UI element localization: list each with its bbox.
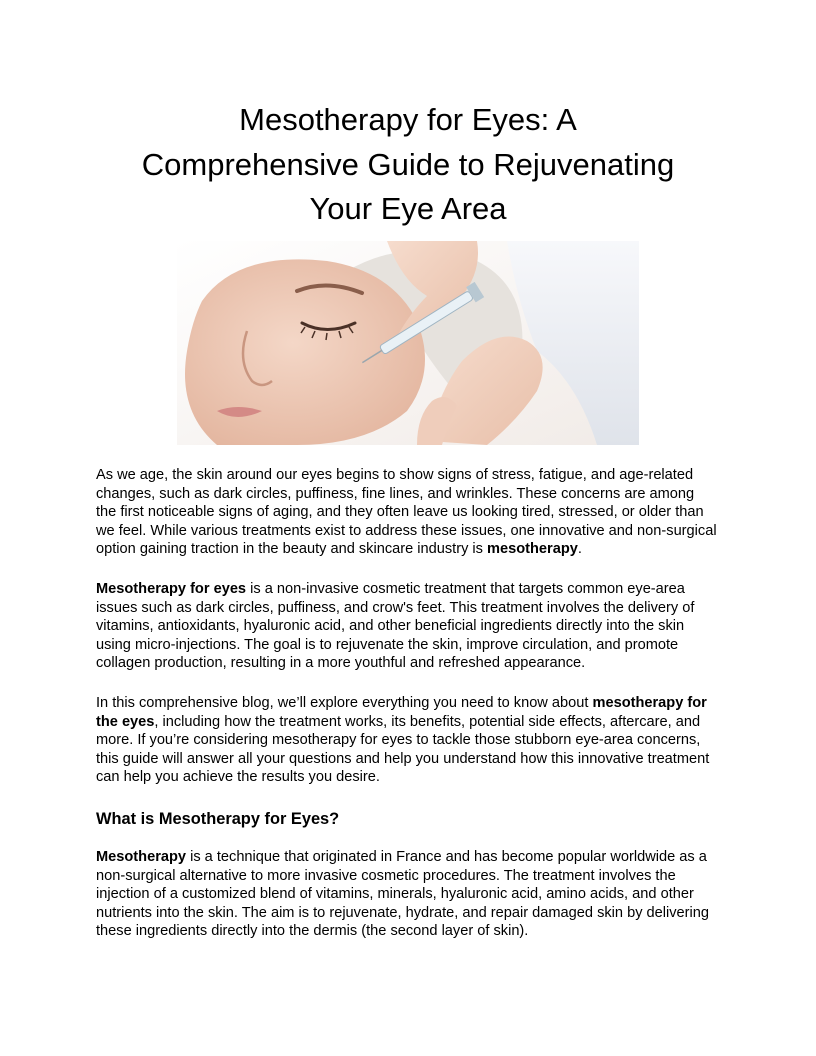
title-line: Comprehensive Guide to Rejuvenating xyxy=(141,146,675,182)
text-line xyxy=(96,580,726,599)
text-line: injection of a customized blend of vitamins, minerals, hyaluronic acid, amino acids, and other xyxy=(96,886,694,903)
text-line: these ingredients directly into the dermis (the second layer of skin). xyxy=(96,923,529,940)
text-line: collagen production, resulting in a more youthful and refreshed appearance. xyxy=(96,655,586,672)
bold-term: Mesotherapy for eyes xyxy=(96,581,247,597)
text-line: nutrients into the skin. The aim is to rejuvenate, hydrate, and repair damaged skin by delivering xyxy=(96,904,710,921)
bold-term: mesotherapy for xyxy=(592,695,707,711)
text-line: the first noticeable signs of aging, and they often leave us looking tired, stressed, or older than xyxy=(96,504,704,521)
bold-term: the eyes xyxy=(96,713,155,730)
text-run: , including how the treatment works, its benefits, potential side effects, aftercare, and xyxy=(154,713,701,730)
hero-image xyxy=(177,241,639,445)
text-line xyxy=(96,694,726,713)
intro-paragraph xyxy=(96,466,726,559)
section-heading: What is Mesotherapy for Eyes? xyxy=(96,810,340,828)
text-line: using micro-injections. The goal is to rejuvenate the skin, improve circulation, and promote xyxy=(96,636,679,653)
text-line: vitamins, antioxidants, hyaluronic acid, and other beneficial ingredients directly into the skin xyxy=(96,618,685,635)
text-line xyxy=(96,713,726,732)
text-run: In this comprehensive blog, we’ll explore everything you need to know about xyxy=(96,695,593,711)
bold-term: mesotherapy xyxy=(487,541,578,558)
overview-paragraph xyxy=(96,694,726,787)
definition-paragraph xyxy=(96,580,726,673)
document-title xyxy=(96,98,720,232)
text-line: this guide will answer all your questions and help you understand how this innovative treatment xyxy=(96,750,710,767)
text-line: non-surgical alternative to more invasive cosmetic procedures. The treatment involves the xyxy=(96,867,676,884)
text-line: can help you achieve the results you desire. xyxy=(96,769,380,786)
text-line: more. If you’re considering mesotherapy for eyes to tackle those stubborn eye-area concerns, xyxy=(96,732,701,749)
text-line xyxy=(96,848,726,867)
title-line: Mesotherapy for Eyes: A xyxy=(239,102,577,137)
title-line: Your Eye Area xyxy=(309,191,507,226)
text-line: As we age, the skin around our eyes begins to show signs of stress, fatigue, and age-related xyxy=(96,467,694,483)
text-line xyxy=(96,540,726,559)
text-line: issues such as dark circles, puffiness, and crow's feet. This treatment involves the delivery of xyxy=(96,599,695,616)
section-paragraph xyxy=(96,848,726,941)
bold-term: Mesotherapy xyxy=(96,849,187,865)
text-run: option gaining traction in the beauty and skincare industry is xyxy=(96,541,488,558)
text-line: changes, such as dark circles, puffiness, fine lines, and wrinkles. These concerns are among xyxy=(96,485,695,502)
text-line: we feel. While various treatments exist to address these issues, one innovative and non-surgical xyxy=(96,522,717,539)
text-run: is a technique that originated in France and has become popular worldwide as a xyxy=(186,849,707,865)
text-run: is a non-invasive cosmetic treatment that targets common eye-area xyxy=(246,581,685,597)
text-run: . xyxy=(577,541,582,558)
face-treatment-photo-icon xyxy=(177,241,639,445)
